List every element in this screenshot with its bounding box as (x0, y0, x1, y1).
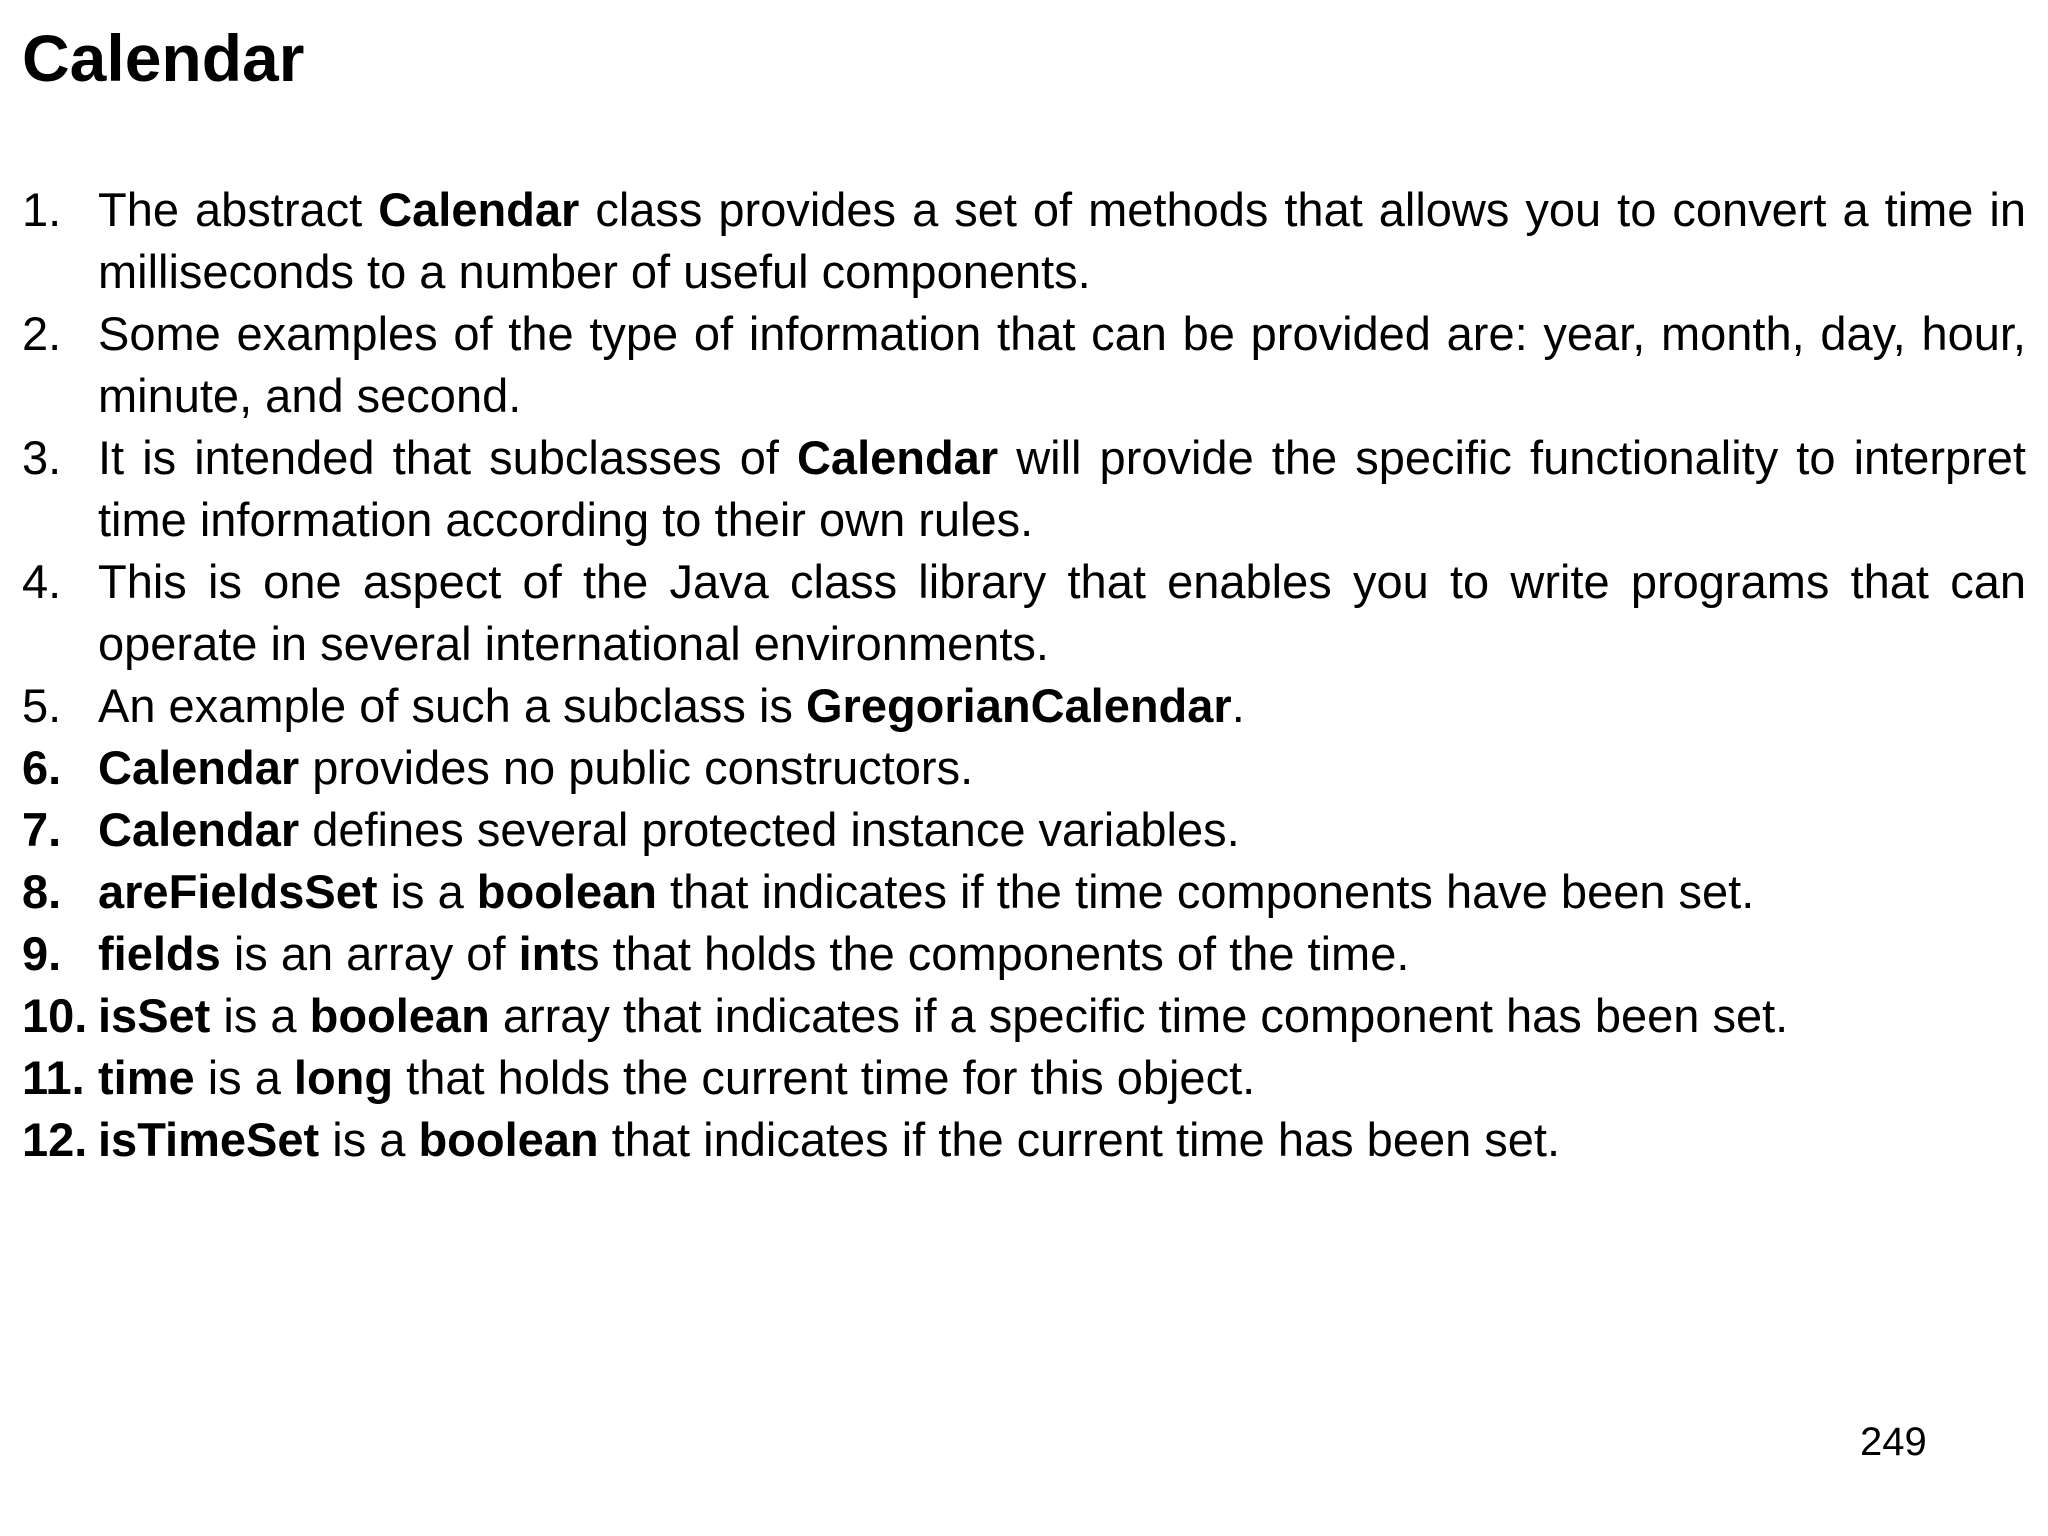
item-number: 7. (22, 803, 62, 856)
item-number: 1. (22, 183, 62, 236)
keyword: Calendar (98, 803, 300, 856)
keyword: long (293, 1051, 394, 1104)
list-item (22, 427, 2026, 551)
item-number: 2. (22, 307, 62, 360)
keyword: areFieldsSet (98, 865, 378, 918)
item-number: 8. (22, 865, 62, 918)
item-number: 4. (22, 555, 62, 608)
item-number: 9. (22, 927, 62, 980)
item-text: Calendar provides no public constructors. (98, 741, 974, 794)
keyword: boolean (476, 865, 657, 918)
item-text: time is a long that holds the current time for this object. (98, 1051, 1256, 1104)
numbered-list (22, 179, 2026, 1171)
item-text: This is one aspect of the Java class library that enables you to write programs that can operate in several international environments. (98, 555, 2026, 670)
slide-title: Calendar (22, 21, 305, 95)
list-item (22, 303, 2026, 427)
list-item (22, 985, 2026, 1047)
item-number: 5. (22, 679, 62, 732)
list-item (22, 551, 2026, 675)
item-number: 10. (22, 989, 88, 1042)
list-item (22, 1109, 2026, 1171)
item-text: Calendar defines several protected instance variables. (98, 803, 1240, 856)
item-text: Some examples of the type of information that can be provided are: year, month, day, hour, minute, and second. (98, 307, 2026, 422)
keyword: GregorianCalendar (805, 679, 1232, 732)
item-text: isTimeSet is a boolean that indicates if the current time has been set. (98, 1113, 1561, 1166)
list-item (22, 737, 2026, 799)
item-number: 6. (22, 741, 62, 794)
keyword: Calendar (98, 741, 300, 794)
list-item (22, 861, 2026, 923)
item-text: fields is an array of ints that holds the components of the time. (98, 927, 1410, 980)
item-text: areFieldsSet is a boolean that indicates if the time components have been set. (98, 865, 1755, 918)
keyword: time (98, 1051, 195, 1104)
page-number: 249 (1860, 1420, 1927, 1464)
keyword: fields (98, 927, 221, 980)
keyword: Calendar (378, 183, 580, 236)
item-number: 11. (22, 1051, 85, 1104)
item-number: 3. (22, 431, 62, 484)
item-text: An example of such a subclass is GregorianCalendar. (98, 679, 1245, 732)
list-item (22, 1047, 2026, 1109)
keyword: boolean (418, 1113, 599, 1166)
keyword: Calendar (796, 431, 999, 484)
keyword: isSet (98, 989, 211, 1042)
item-text: It is intended that subclasses of Calendar will provide the specific functionality to interpret time information according to their own rules. (98, 431, 2026, 546)
keyword: int (518, 927, 576, 980)
list-item (22, 799, 2026, 861)
keyword: boolean (309, 989, 490, 1042)
keyword: isTimeSet (98, 1113, 320, 1166)
list-item (22, 923, 2026, 985)
list-item (22, 179, 2026, 303)
item-text: isSet is a boolean array that indicates if a specific time component has been set. (98, 989, 1789, 1042)
item-text: The abstract Calendar class provides a set of methods that allows you to convert a time in milliseconds to a number of useful components. (98, 183, 2026, 298)
list-item (22, 675, 2026, 737)
item-number: 12. (22, 1113, 88, 1166)
